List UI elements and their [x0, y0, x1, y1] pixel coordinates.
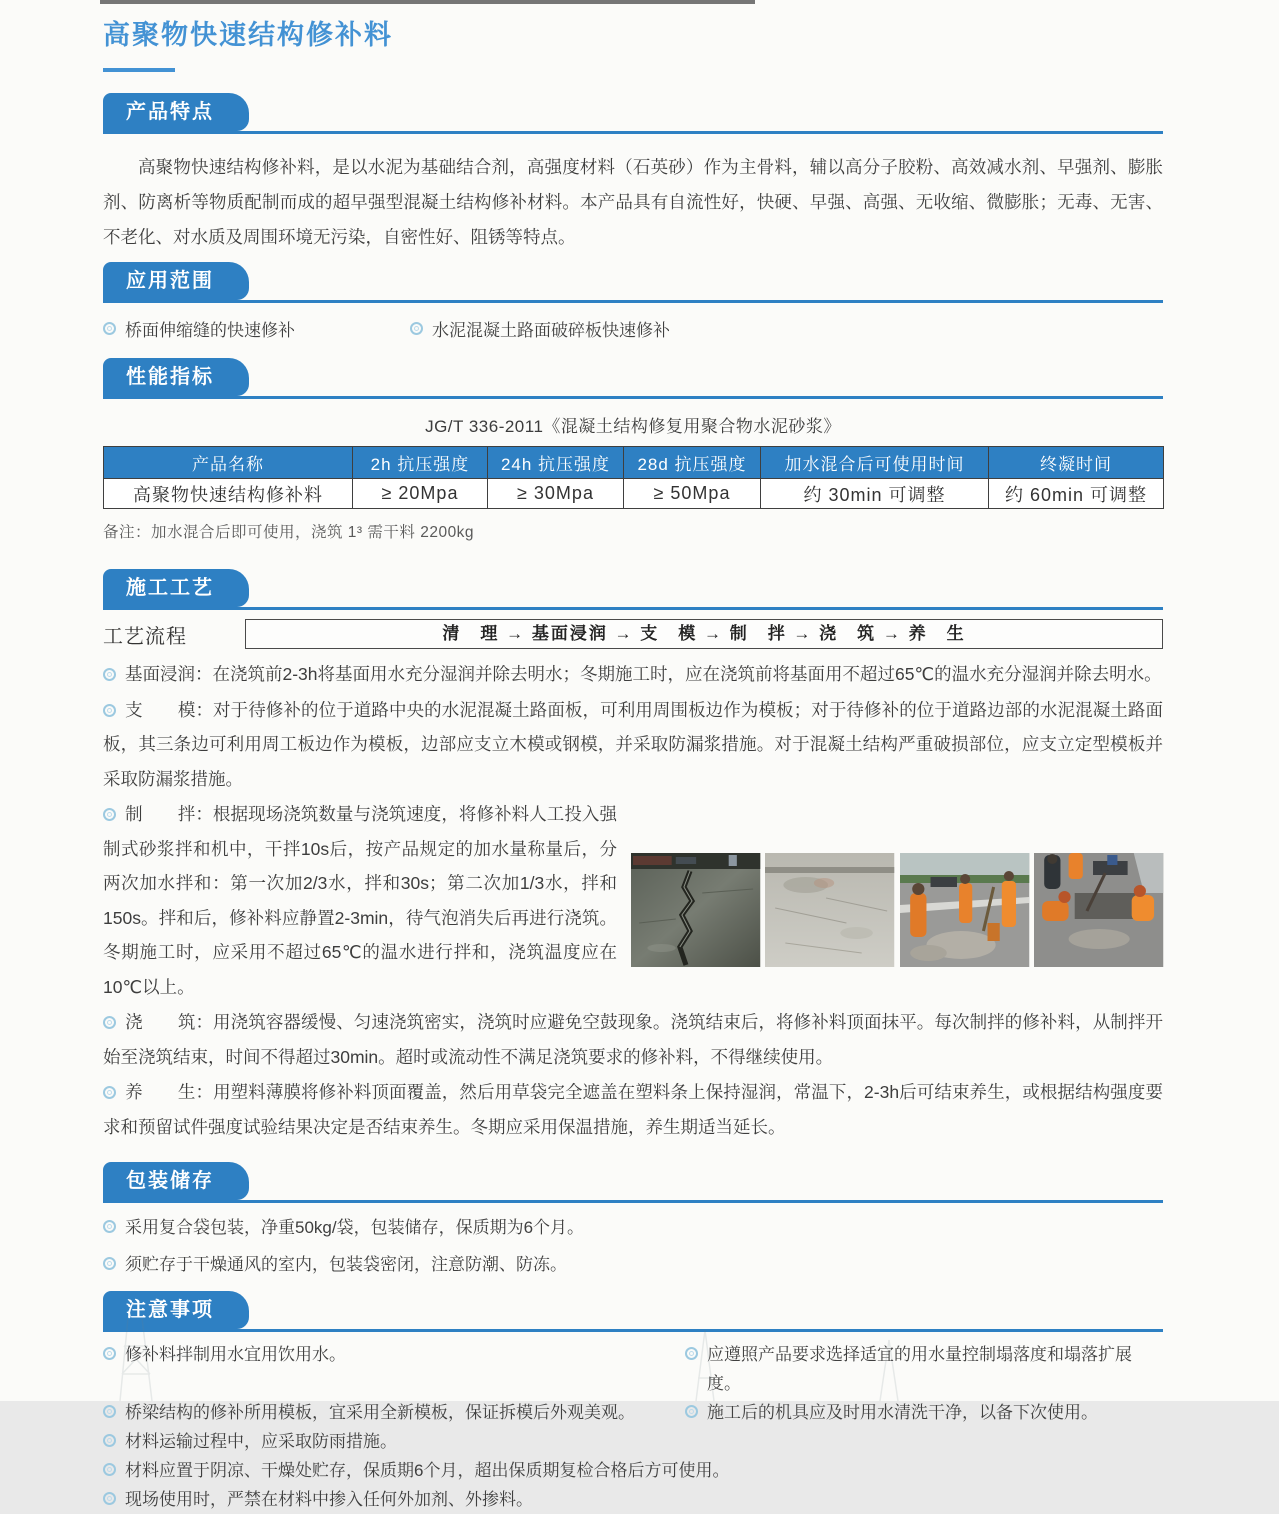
- note-item: [103, 1427, 1163, 1456]
- note-item-text: 施工后的机具应及时用水清洗干净，以备下次使用。: [707, 1403, 1098, 1422]
- construction-photos-strip: [631, 853, 1163, 967]
- standard-reference: JG/T 336-2011《混凝土结构修复用聚合物水泥砂浆》: [425, 417, 841, 436]
- process-step-text: 基面浸润：在浇筑前2-3h将基面用水充分湿润并除去明水；冬期施工时，应在浇筑前将基面用不超过65℃的温水充分湿润并除去明水。: [125, 664, 1162, 684]
- photo-damaged-concrete-surface: [765, 853, 894, 967]
- section-performance: [103, 358, 1163, 542]
- note-item: [103, 1398, 685, 1427]
- note-item-text: 修补料拌制用水宜用饮用水。: [125, 1345, 346, 1364]
- process-step: [103, 1005, 1163, 1074]
- notes-grid: [103, 1340, 1163, 1427]
- section-heading-application: [103, 262, 1163, 303]
- bullet-ring-icon: [103, 1492, 116, 1505]
- section-heading-storage: [103, 1162, 1163, 1203]
- table-cell: ≥ 30Mpa: [488, 479, 624, 509]
- section-features: [103, 93, 1163, 255]
- column-header: 加水混合后可使用时间: [761, 447, 989, 479]
- column-header: 28d 抗压强度: [624, 447, 761, 479]
- application-item: [410, 316, 670, 341]
- process-step-text: 支 模：对于待修补的位于道路中央的水泥混凝土路面板，可利用周围板边作为模板；对于待修补的位于道路边部的水泥混凝土路面板，其三条边可利用周工板边作为模板，边部应支立木模或钢模，并采取防漏浆措施。对于混凝土结构严重破损部位，应支立定型模板并采取防漏浆措施。: [103, 699, 1163, 789]
- note-item: [685, 1398, 1163, 1427]
- storage-item-text: 采用复合袋包装，净重50kg/袋，包装储存，保质期为6个月。: [125, 1218, 585, 1237]
- section-heading-process: [103, 569, 1163, 610]
- application-item-label: 水泥混凝土路面破碎板快速修补: [432, 321, 670, 340]
- photo-cracked-dark-pavement: [631, 853, 760, 967]
- section-tab-process: 施工工艺: [103, 569, 249, 607]
- table-cell: ≥ 50Mpa: [624, 479, 761, 509]
- process-step: [103, 1075, 1163, 1144]
- title-underline: [103, 68, 175, 72]
- note-item: [685, 1340, 1163, 1398]
- section-heading-notes: [103, 1291, 1163, 1332]
- flow-label: 工艺流程: [103, 625, 187, 648]
- table-cell: 约 30min 可调整: [761, 479, 989, 509]
- note-item-text: 桥梁结构的修补所用模板，宜采用全新模板，保证拆模后外观美观。: [125, 1403, 635, 1422]
- application-item: [103, 316, 410, 341]
- note-item-text: 应遵照产品要求选择适宜的用水量控制塌落度和塌落扩展度。: [707, 1345, 1132, 1393]
- process-steps: [103, 657, 1163, 1144]
- column-header: 终凝时间: [989, 447, 1164, 479]
- process-step-text: 养 生：用塑料薄膜将修补料顶面覆盖，然后用草袋完全遮盖在塑料条上保持湿润，常温下，2-3h后可结束养生，或根据结构强度要求和预留试件强度试验结果决定是否结束养生。冬期应采用保温措施，养生期适当延长。: [103, 1082, 1163, 1137]
- bullet-ring-icon: [103, 668, 116, 681]
- note-item: [103, 1340, 685, 1398]
- section-process: [103, 569, 1163, 1144]
- bullet-ring-icon: [103, 1257, 116, 1270]
- section-tab-notes: 注意事项: [103, 1291, 249, 1329]
- photo-workers-patching-slab: [1034, 853, 1163, 967]
- bullet-ring-icon: [103, 1220, 116, 1233]
- storage-item-text: 须贮存于干燥通风的室内，包装袋密闭，注意防潮、防冻。: [125, 1255, 567, 1274]
- features-paragraph: 高聚物快速结构修补料，是以水泥为基础结合剂，高强度材料（石英砂）作为主骨料，辅以高分子胶粉、高效减水剂、早强剂、膨胀剂、防离析等物质配制而成的超早强型混凝土结构修补材料。本产品具有自流性好，快硬、早强、高强、无收缩、微膨胀；无毒、无害、不老化、对水质及周围环境无污染，自密性好、阻锈等特点。: [103, 157, 1163, 247]
- bullet-ring-icon: [685, 1405, 698, 1418]
- process-step: [103, 657, 1163, 692]
- application-item-label: 桥面伸缩缝的快速修补: [125, 321, 295, 340]
- note-item-text: 材料应置于阴凉、干燥处贮存，保质期6个月，超出保质期复检合格后方可使用。: [125, 1461, 730, 1480]
- column-header: 产品名称: [104, 447, 353, 479]
- column-header: 24h 抗压强度: [488, 447, 624, 479]
- process-flow-row: [103, 619, 1163, 649]
- column-header: 2h 抗压强度: [353, 447, 488, 479]
- bullet-ring-icon: [103, 1347, 116, 1360]
- storage-item: [103, 1216, 1163, 1240]
- section-application: [103, 262, 1163, 341]
- bullet-ring-icon: [103, 1405, 116, 1418]
- performance-table: [103, 446, 1164, 509]
- scan-artifact-line: [100, 0, 755, 4]
- process-step-text: 浇 筑：用浇筑容器缓慢、匀速浇筑密实，浇筑时应避免空鼓现象。浇筑结束后，将修补料顶面抹平。每次制拌的修补料，从制拌开始至浇筑结束，时间不得超过30min。超时或流动性不满足浇筑要求的修补料，不得继续使用。: [103, 1012, 1163, 1067]
- section-heading-features: [103, 93, 1163, 134]
- bullet-ring-icon: [103, 322, 116, 335]
- process-step: [103, 693, 1163, 797]
- storage-item: [103, 1253, 1163, 1277]
- section-heading-performance: [103, 358, 1163, 399]
- bullet-ring-icon: [103, 1016, 116, 1029]
- note-item: [103, 1456, 1163, 1485]
- note-item-text: 材料运输过程中，应采取防雨措施。: [125, 1432, 397, 1451]
- table-cell: 高聚物快速结构修补料: [104, 479, 353, 509]
- table-cell: 约 60min 可调整: [989, 479, 1164, 509]
- page-title: 高聚物快速结构修补料: [103, 20, 393, 50]
- section-notes: [103, 1291, 1163, 1514]
- table-note: 备注：加水混合后即可使用，浇筑 1³ 需干料 2200kg: [103, 524, 475, 541]
- section-tab-performance: 性能指标: [103, 358, 249, 396]
- section-tab-application: 应用范围: [103, 262, 249, 300]
- bullet-ring-icon: [103, 808, 116, 821]
- section-tab-storage: 包装储存: [103, 1162, 249, 1200]
- section-storage: [103, 1162, 1163, 1277]
- bullet-ring-icon: [103, 1434, 116, 1447]
- section-tab-features: 产品特点: [103, 93, 249, 131]
- table-cell: ≥ 20Mpa: [353, 479, 488, 509]
- bullet-ring-icon: [103, 704, 116, 717]
- bullet-ring-icon: [685, 1347, 698, 1360]
- table-header-row: [104, 447, 1164, 479]
- table-row: [104, 479, 1164, 509]
- application-items-row: [103, 316, 1163, 341]
- flow-diagram-box: 清 理 → 基面浸润 → 支 模 → 制 拌 → 浇 筑 → 养 生: [245, 619, 1163, 649]
- photo-workers-repairing-road: [900, 853, 1029, 967]
- process-step-text: 制 拌：根据现场浇筑数量与浇筑速度，将修补料人工投入强制式砂浆拌和机中，干拌10s后，按产品规定的加水量称量后，分两次加水拌和：第一次加2/3水，拌和30s；第二次加1/3水，拌和150s。拌和后，修补料应静置2-3min，待气泡消失后再进行浇筑。冬期施工时，应采用不超过65℃的温水进行拌和，浇筑温度应在10℃以上。: [103, 804, 617, 997]
- bullet-ring-icon: [410, 322, 423, 335]
- bullet-ring-icon: [103, 1086, 116, 1099]
- note-item-text: 现场使用时，严禁在材料中掺入任何外加剂、外掺料。: [125, 1490, 533, 1509]
- bullet-ring-icon: [103, 1463, 116, 1476]
- note-item: [103, 1485, 1163, 1514]
